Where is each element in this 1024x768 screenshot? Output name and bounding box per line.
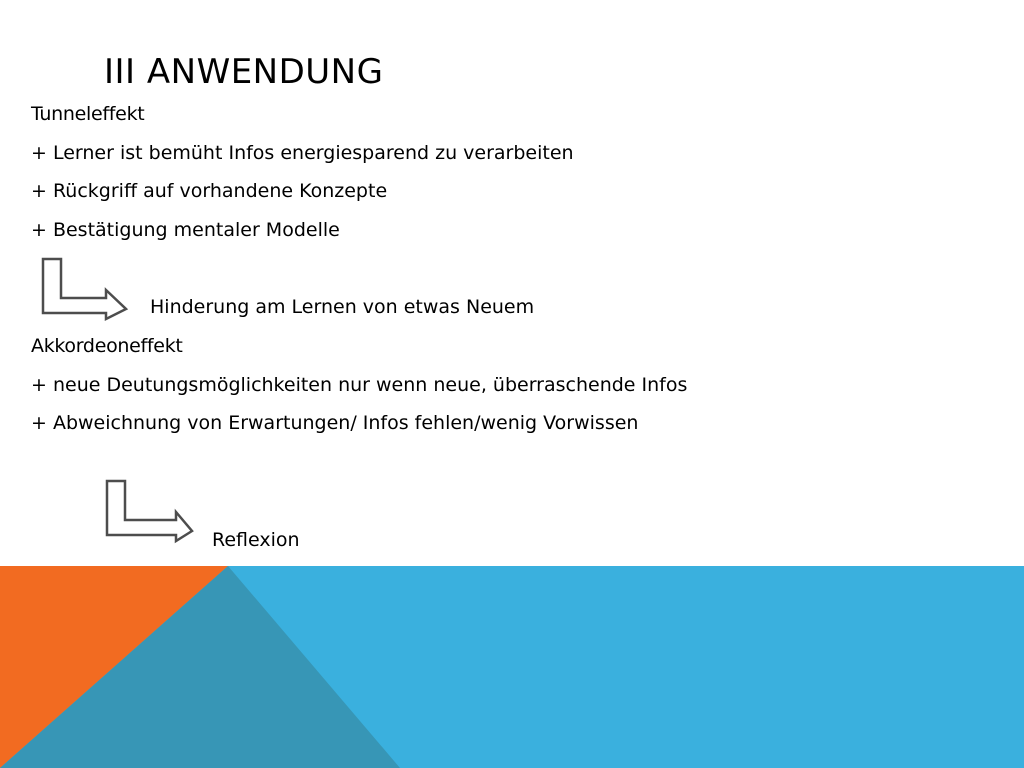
accordion-effect-conclusion: Reflexion [212,529,300,551]
tunnel-effect-conclusion: Hinderung am Lernen von etwas Neuem [150,296,535,318]
accordion-effect-heading: Akkordeoneffekt [31,335,183,357]
tunnel-effect-item: + Rückgriff auf vorhandene Konzepte [31,180,388,202]
tunnel-effect-item: + Lerner ist bemüht Infos energiesparend zu verarbeiten [31,142,574,164]
decorative-footer-band [0,566,1024,768]
bent-arrow-right-icon [40,256,132,326]
accordion-effect-item: + neue Deutungsmöglichkeiten nur wenn neue, überraschende Infos [31,374,688,396]
accordion-effect-item: + Abweichnung von Erwartungen/ Infos fehlen/wenig Vorwissen [31,412,639,434]
tunnel-effect-item: + Bestätigung mentaler Modelle [31,219,340,241]
slide-title: III ANWENDUNG [104,52,384,92]
tunnel-effect-heading: Tunneleffekt [31,103,145,125]
bent-arrow-right-icon [104,478,196,548]
